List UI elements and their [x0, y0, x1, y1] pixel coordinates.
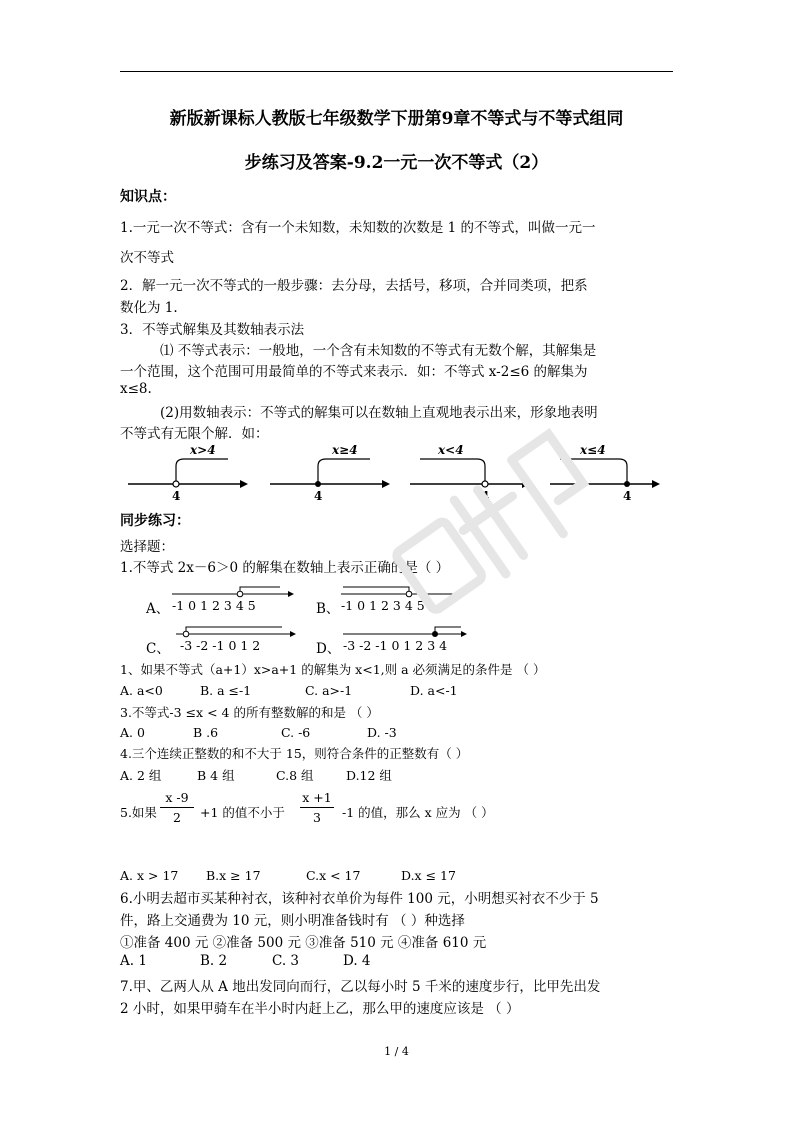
choice-heading: 选择题： [120, 539, 174, 555]
q3-option-d: D. -3 [367, 725, 397, 740]
q2-option-c: C. a>-1 [305, 683, 353, 698]
q1-option-c-ticks: -3 -2 -1 0 1 2 [180, 638, 261, 653]
q1-option-c-numberline [172, 622, 297, 654]
q5-option-c: C.x < 17 [306, 868, 361, 883]
numberline-ge-label: x≥4 [332, 443, 358, 457]
q1-option-d-label: D、 [316, 641, 341, 657]
q4-option-b: B 4 组 [197, 768, 235, 783]
q4-option-a: A. 2 组 [120, 768, 162, 783]
knowledge-p3-1a: ⑴ 不等式表示：一般地，一个含有未知数的不等式有无数个解，其解集是 [160, 343, 597, 359]
numberline-le-tick: 4 [623, 489, 632, 503]
page-footer: 1 / 4 [384, 1045, 409, 1058]
q1-option-a-label: A、 [146, 601, 170, 617]
knowledge-p3-2a: (2)用数轴表示：不等式的解集可以在数轴上直观地表示出来，形象地表明 [160, 405, 598, 421]
q1-option-a-numberline [170, 582, 295, 614]
q1-option-d-ticks: -3 -2 -1 0 1 2 3 4 [343, 638, 448, 653]
knowledge-heading: 知识点： [120, 189, 176, 205]
knowledge-p2a: 2．解一元一次不等式的一般步骤：去分母，去括号，移项，合并同类项，把系 [120, 278, 588, 294]
q3-option-b: B .6 [193, 725, 219, 740]
doc-title-line1: 新版新课标人教版七年级数学下册第9章不等式与不等式组同 [169, 109, 624, 129]
numberline-le-label: x≤4 [580, 443, 606, 457]
q1-option-c-label: C、 [146, 641, 170, 657]
q5-fraction-2 [300, 790, 334, 825]
q5-middle: +1 的值不小于 [200, 805, 285, 820]
numberline-le [550, 443, 660, 503]
numberline-lt [410, 443, 530, 503]
q5-suffix: -1 的值，那么 x 应为 （ ） [342, 805, 494, 820]
q5-fraction-1-denominator: 2 [173, 810, 181, 825]
numberline-examples [120, 440, 665, 505]
q7-text-b: 2 小时，如果甲骑车在半小时内赶上乙，那么甲的速度应该是 （ ） [120, 1001, 520, 1017]
q5-fraction-1-numerator: x -9 [165, 790, 189, 805]
numberline-lt-label: x<4 [438, 443, 464, 457]
knowledge-p3: 3．不等式解集及其数轴表示法 [120, 322, 305, 338]
knowledge-p1a: 1.一元一次不等式：含有一个未知数，未知数的次数是 1 的不等式，叫做一元一 [120, 220, 596, 236]
q5-option-d: D.x ≤ 17 [401, 868, 456, 883]
knowledge-p3-2b: 不等式有无限个解．如： [120, 426, 269, 442]
q4-option-d: D.12 组 [346, 768, 392, 783]
q2-text: 1、如果不等式（a+1）x>a+1 的解集为 x<1,则 a 必须满足的条件是 （ ） [120, 662, 546, 677]
q4-option-c: C.8 组 [276, 768, 314, 783]
q6-text-b: 件，路上交通费为 10 元，则小明准备钱时有 （ ）种选择 [120, 913, 465, 929]
q1-text: 1.不等式 2x－6＞0 的解集在数轴上表示正确的是（ ） [120, 560, 450, 576]
q1-option-b-numberline [339, 582, 464, 614]
q5-fraction-2-denominator: 3 [313, 810, 321, 825]
top-rule [120, 71, 673, 72]
q3-option-a: A. 0 [120, 725, 145, 740]
numberline-lt-tick: 4 [481, 489, 490, 503]
q6-text-c: ①准备 400 元 ②准备 500 元 ③准备 510 元 ④准备 610 元 [120, 935, 487, 951]
q6-option-b: B. 2 [200, 953, 228, 969]
q3-text: 3.不等式-3 ≤x < 4 的所有整数解的和是 （ ） [120, 705, 379, 720]
numberline-ge [270, 443, 390, 503]
q5-fraction-2-numerator: x +1 [302, 790, 332, 805]
q5-fraction-1 [160, 790, 194, 825]
doc-title-line2: 步练习及答案-9.2一元一次不等式（2） [244, 153, 549, 173]
numberline-gt [128, 443, 248, 503]
practice-heading: 同步练习： [120, 513, 190, 529]
q2-option-d: D. a<-1 [410, 683, 458, 698]
knowledge-p1b: 次不等式 [120, 250, 174, 266]
q5-option-a: A. x > 17 [120, 868, 179, 883]
knowledge-p3-1b: 一个范围，这个范围可用最简单的不等式来表示．如：不等式 x-2≤6 的解集为 [120, 364, 588, 380]
q6-option-c: C. 3 [272, 953, 300, 969]
knowledge-p2b: 数化为 1. [120, 300, 178, 316]
q6-option-d: D. 4 [343, 953, 371, 969]
numberline-gt-label: x>4 [190, 443, 216, 457]
q5-option-b: B.x ≥ 17 [206, 868, 261, 883]
q6-option-a: A. 1 [120, 953, 147, 969]
q1-option-b-label: B、 [316, 601, 340, 617]
q2-option-b: B. a ≤-1 [200, 683, 252, 698]
numberline-gt-tick: 4 [172, 489, 181, 503]
q4-text: 4.三个连续正整数的和不大于 15，则符合条件的正整数有（ ） [120, 746, 469, 761]
q7-text-a: 7.甲、乙两人从 A 地出发同向而行，乙以每小时 5 千米的速度步行，比甲先出发 [120, 979, 601, 995]
numberline-ge-tick: 4 [314, 489, 323, 503]
q3-option-c: C. -6 [281, 725, 311, 740]
q1-option-a-ticks: -1 0 1 2 3 4 5 [172, 598, 256, 613]
q6-text-a: 6.小明去超市买某种衬衣，该种衬衣单价为每件 100 元，小明想买衬衣不少于 5 [120, 891, 599, 907]
q1-option-b-ticks: -1 0 1 2 3 4 5 [341, 598, 425, 613]
q5-prefix: 5.如果 [120, 805, 157, 820]
q1-option-d-numberline [339, 622, 469, 654]
q2-option-a: A. a<0 [120, 683, 163, 698]
knowledge-p3-1c: x≤8. [120, 381, 152, 397]
